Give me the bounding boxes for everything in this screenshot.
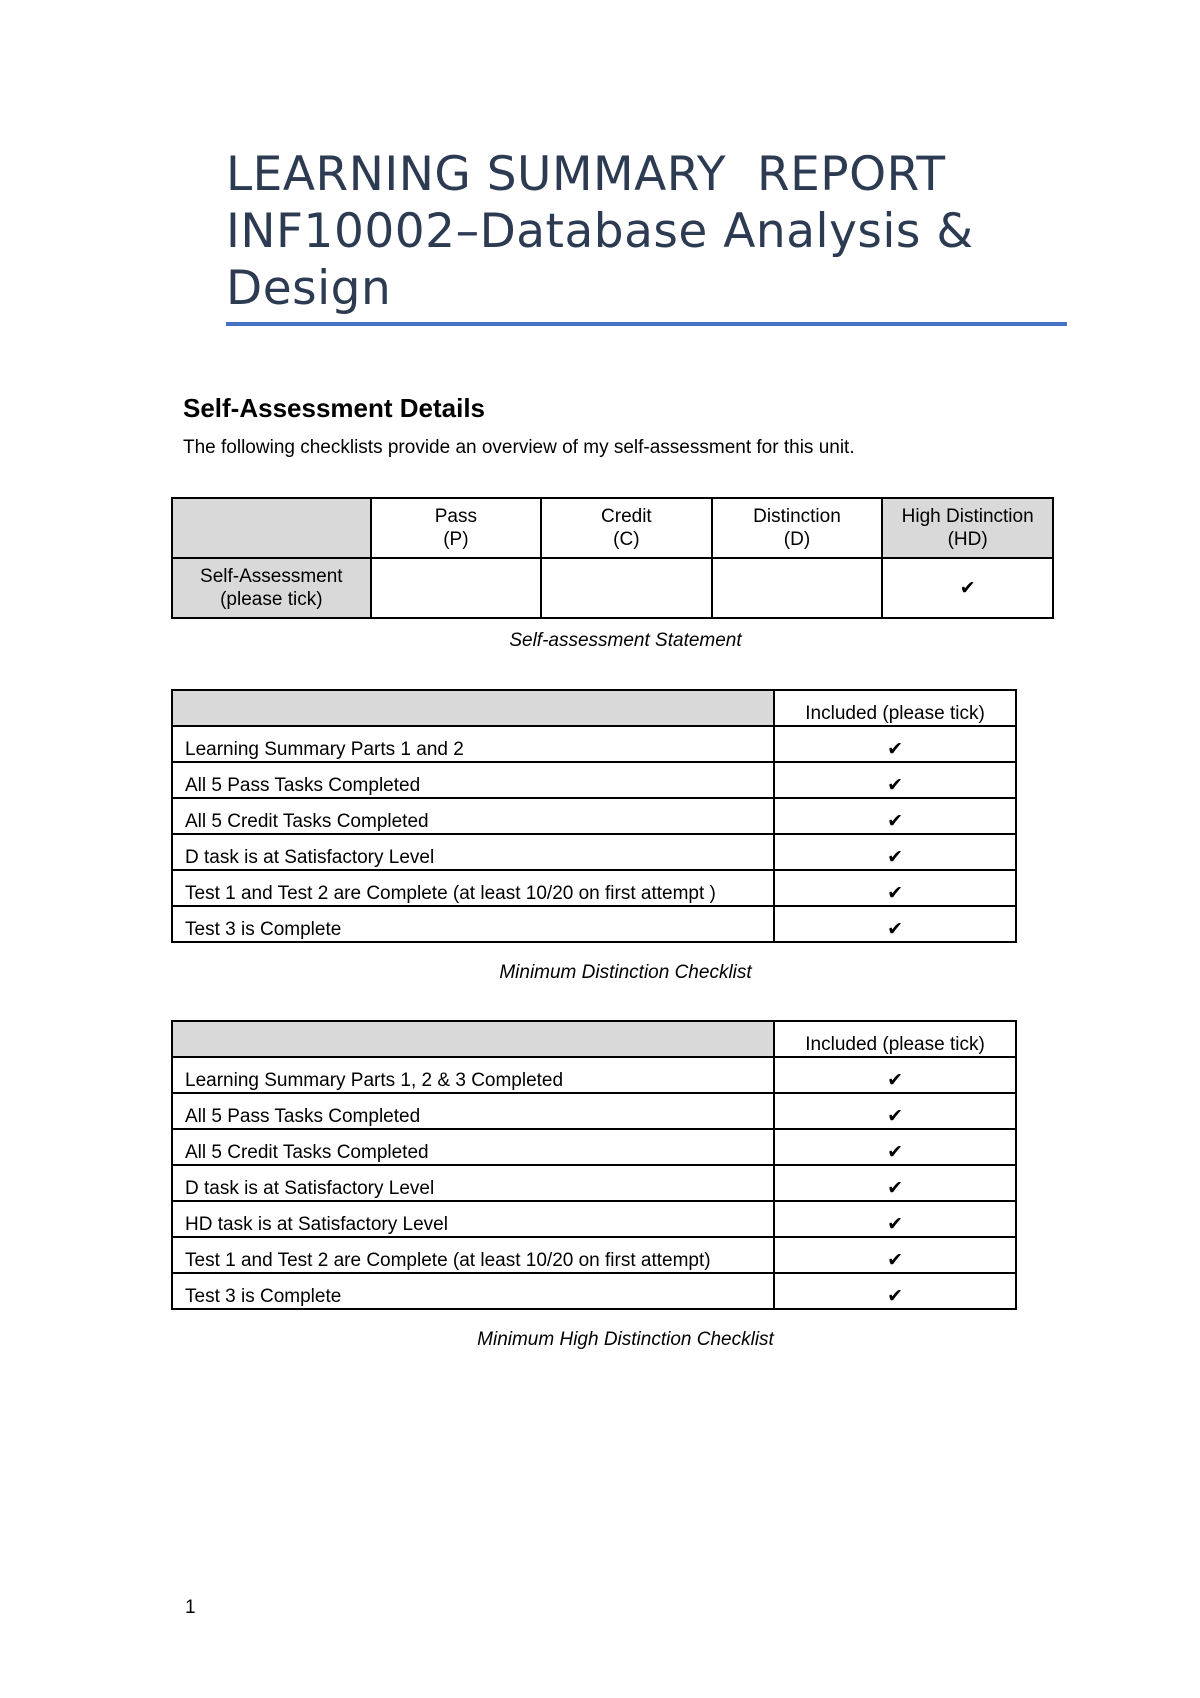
distinction-checklist-caption: Minimum Distinction Checklist	[499, 962, 752, 983]
self-assessment-grade-table	[171, 497, 1054, 619]
checklist-tick[interactable]: ✔	[774, 906, 1016, 942]
grade-header-hd-label: High Distinction	[901, 506, 1034, 527]
grade-header-hd-abbr: (HD)	[947, 529, 988, 550]
checklist-tick[interactable]: ✔	[774, 1165, 1016, 1201]
checklist-tick[interactable]: ✔	[774, 1237, 1016, 1273]
tick-cell-pass[interactable]	[371, 558, 541, 618]
table-row	[172, 1165, 1016, 1201]
hd-checklist-caption: Minimum High Distinction Checklist	[477, 1329, 774, 1350]
row-label-line-1: Self-Assessment	[200, 566, 343, 587]
table-row	[172, 870, 1016, 906]
checklist-item: All 5 Credit Tasks Completed	[172, 798, 774, 834]
checklist-header-blank	[172, 1021, 774, 1057]
section-heading: Self-Assessment Details	[183, 393, 486, 423]
grade-header-pass-label: Pass	[434, 506, 477, 527]
table-row	[172, 1129, 1016, 1165]
checklist-tick[interactable]: ✔	[774, 1273, 1016, 1309]
grade-header-credit-label: Credit	[601, 506, 652, 527]
table-row	[172, 762, 1016, 798]
checklist-tick[interactable]: ✔	[774, 1057, 1016, 1093]
checklist-item: HD task is at Satisfactory Level	[172, 1201, 774, 1237]
hd-checklist-table	[171, 1020, 1017, 1310]
checklist-item: D task is at Satisfactory Level	[172, 1165, 774, 1201]
page-number: 1	[185, 1597, 196, 1618]
checklist-item: Test 3 is Complete	[172, 906, 774, 942]
distinction-checklist-table	[171, 689, 1017, 943]
title-line-3: Design	[226, 261, 392, 316]
grade-header-pass-abbr: (P)	[443, 529, 469, 550]
checklist-item: D task is at Satisfactory Level	[172, 834, 774, 870]
grade-header-high-distinction	[882, 498, 1053, 558]
grade-header-distinction-abbr: (D)	[783, 529, 811, 550]
table-row	[172, 1201, 1016, 1237]
tick-cell-high-distinction[interactable]: ✔	[882, 558, 1053, 618]
checklist-tick[interactable]: ✔	[774, 726, 1016, 762]
checklist-header-row	[172, 1021, 1016, 1057]
table-row	[172, 1057, 1016, 1093]
row-label-line-2: (please tick)	[220, 589, 323, 610]
checklist-item: Test 1 and Test 2 are Complete (at least 10/20 on first attempt )	[172, 870, 774, 906]
grade-header-distinction-label: Distinction	[753, 506, 841, 527]
title-line-2: INF10002–Database Analysis &	[226, 204, 974, 259]
checklist-tick[interactable]: ✔	[774, 762, 1016, 798]
checklist-item: All 5 Credit Tasks Completed	[172, 1129, 774, 1165]
table-row	[172, 1237, 1016, 1273]
table-row	[172, 906, 1016, 942]
title-line-1: LEARNING SUMMARY REPORT	[226, 147, 946, 202]
checklist-tick[interactable]: ✔	[774, 834, 1016, 870]
grade-header-pass	[371, 498, 541, 558]
grade-header-credit	[541, 498, 712, 558]
intro-paragraph: The following checklists provide an overview of my self-assessment for this unit.	[183, 437, 855, 458]
grade-table-header-row	[172, 498, 1053, 558]
grade-table-corner-cell	[172, 498, 371, 558]
self-assessment-row-label	[172, 558, 371, 618]
checklist-tick[interactable]: ✔	[774, 798, 1016, 834]
grade-table-tick-row	[172, 558, 1053, 618]
checklist-item: Learning Summary Parts 1, 2 & 3 Completed	[172, 1057, 774, 1093]
checklist-item: Learning Summary Parts 1 and 2	[172, 726, 774, 762]
checklist-header-included: Included (please tick)	[774, 690, 1016, 726]
grade-table-caption: Self-assessment Statement	[509, 630, 742, 651]
checklist-header-included: Included (please tick)	[774, 1021, 1016, 1057]
table-row	[172, 834, 1016, 870]
checklist-tick[interactable]: ✔	[774, 1201, 1016, 1237]
checklist-item: All 5 Pass Tasks Completed	[172, 762, 774, 798]
title-underline-rule	[226, 322, 1067, 326]
checklist-header-row	[172, 690, 1016, 726]
grade-header-distinction	[712, 498, 883, 558]
document-title	[226, 146, 1066, 317]
checklist-tick[interactable]: ✔	[774, 1129, 1016, 1165]
table-row	[172, 726, 1016, 762]
checklist-tick[interactable]: ✔	[774, 1093, 1016, 1129]
checklist-item: Test 1 and Test 2 are Complete (at least 10/20 on first attempt)	[172, 1237, 774, 1273]
tick-cell-distinction[interactable]	[712, 558, 883, 618]
grade-header-credit-abbr: (C)	[613, 529, 640, 550]
checklist-item: Test 3 is Complete	[172, 1273, 774, 1309]
table-row	[172, 1093, 1016, 1129]
checklist-header-blank	[172, 690, 774, 726]
checklist-item: All 5 Pass Tasks Completed	[172, 1093, 774, 1129]
tick-cell-credit[interactable]	[541, 558, 712, 618]
table-row	[172, 798, 1016, 834]
table-row	[172, 1273, 1016, 1309]
checklist-tick[interactable]: ✔	[774, 870, 1016, 906]
